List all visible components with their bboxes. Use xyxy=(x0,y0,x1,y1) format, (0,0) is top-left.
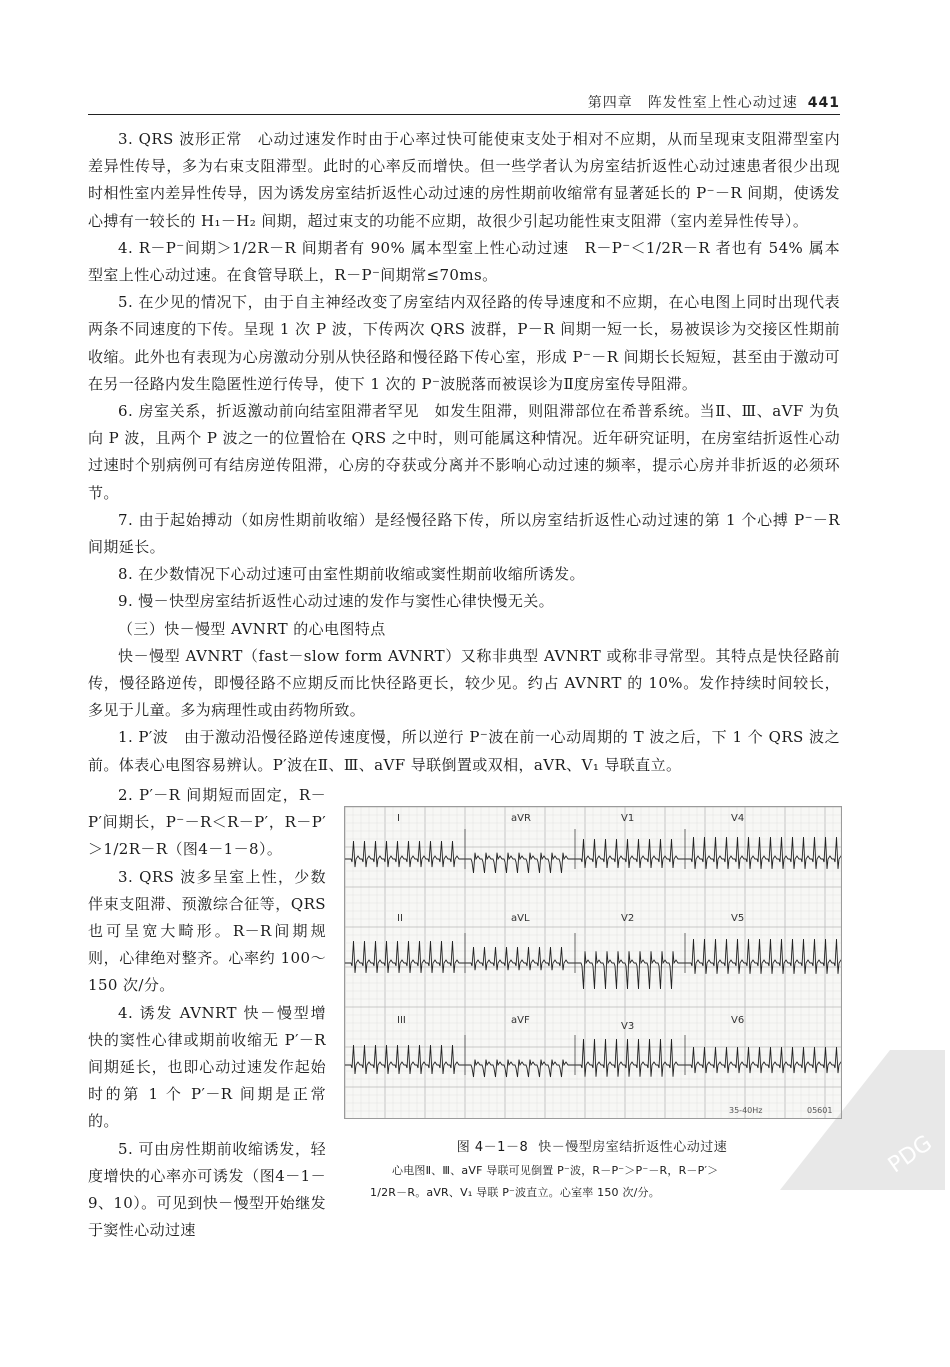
ecg-tracing xyxy=(345,807,841,1118)
lead-label-iii: III xyxy=(397,1015,406,1026)
page-header xyxy=(88,92,840,112)
lead-label-v1: V1 xyxy=(621,813,635,824)
ecg-grid xyxy=(345,807,841,1118)
narrow-paragraph-3: 3. QRS 波多呈室上性，少数伴束支阻滞、预激综合征等，QRS 也可呈宽大畸形。R－R间期规则，心律绝对整齐。心率约 100～150 次/分。 xyxy=(88,867,326,995)
header-rule xyxy=(88,114,840,115)
lead-label-v2: V2 xyxy=(621,913,635,924)
paragraph-8: 8. 在少数情况下心动过速可由室性期前收缩或窦性期前收缩所诱发。 xyxy=(118,565,585,584)
filter-label: 35-40Hz xyxy=(729,1106,763,1115)
paragraph-7: 7. 由于起始搏动（如房性期前收缩）是经慢径路下传，所以房室结折返性心动过速的第 1 个心搏 P⁻－R 间期延长。 xyxy=(88,510,840,557)
lead-label-avf: aVF xyxy=(511,1015,530,1026)
lead-label-ii: II xyxy=(397,913,403,924)
lead-label-v6: V6 xyxy=(731,1015,745,1026)
lead-label-v3: V3 xyxy=(621,1021,635,1032)
caption-note-line-2: 1/2R－R。aVR、V₁ 导联 P⁻波直立。心室率 150 次/分。 xyxy=(370,1186,660,1199)
page-number: 441 xyxy=(807,95,840,111)
narrow-paragraph-5: 5. 可由房性期前收缩诱发，轻度增快的心率亦可诱发（图4－1－9、10）。可见到快－慢型开始继发于窦性心动过速 xyxy=(88,1139,326,1240)
lead-label-v4: V4 xyxy=(731,813,745,824)
chapter-title: 第四章 阵发性室上性心动过速 xyxy=(587,95,798,111)
caption-note-line-1: 心电图Ⅱ、Ⅲ、aVF 导联可见倒置 P⁻波，R－P⁻＞P⁻－R，R－P′＞ xyxy=(392,1164,719,1177)
figure-title: 快－慢型房室结折返性心动过速 xyxy=(538,1140,728,1155)
paragraph-5: 5. 在少见的情况下，由于自主神经改变了房室结内双径路的传导速度和不应期，在心电图上同时出现代表两条不同速度的下传。呈现 1 次 P 波，下传两次 QRS 波群，P－R 间期一短一长，易被误诊为交接区性期前收缩。此外也有表现为心房激动分别从快径路和慢径路下传心室，形成 P⁻－R 间期长长短短，甚至由于激动可在另一径路内发生隐匿性逆行传导，使下 1 次的 P⁻波脱落而被误诊为Ⅱ度房室传导阻滞。 xyxy=(88,293,840,393)
paragraph-4: 4. R－P⁻间期＞1/2R－R 间期者有 90% 属本型室上性心动过速 R－P⁻＜1/2R－R 者也有 54% 属本型室上性心动过速。在食管导联上，R－P⁻间期常≤70ms。 xyxy=(88,238,840,285)
figure-caption-note xyxy=(370,1160,820,1204)
paragraph-intro: 快－慢型 AVNRT（fast－slow form AVNRT）又称非典型 AVNRT 或称非寻常型。其特点是快径路前传，慢径路逆传，即慢径路不应期反而比快径路更长，较少见。约占 AVNRT 的 10%。发作持续时间较长，多见于儿童。多为病理性或由药物所致。 xyxy=(88,646,840,720)
lead-label-avl: aVL xyxy=(511,913,530,924)
section-heading: （三）快－慢型 AVNRT 的心电图特点 xyxy=(118,619,386,638)
lead-label-i: I xyxy=(397,813,400,824)
lead-label-avr: aVR xyxy=(511,813,531,824)
narrow-paragraph-2: 2. P′－R 间期短而固定，R－P′间期长，P⁻－R＜R－P′，R－P′＞1/2R－R（图4－1－8）。 xyxy=(88,786,326,859)
paragraph-6: 6. 房室关系，折返激动前向结室阻滞者罕见 如发生阻滞，则阻滞部位在希普系统。当Ⅱ、Ⅲ、aVF 为负向 P 波，且两个 P 波之一的位置恰在 QRS 之中时，则可能属这种情况。近年研究证明，在房室结折返性心动过速时个别病例可有结房逆传阻滞，心房的夺获或分离并不影响心动过速的频率，提示心房并非折返的必须环节。 xyxy=(88,402,840,502)
paragraph-3: 3. QRS 波形正常 心动过速发作时由于心率过快可能使束支处于相对不应期，从而呈现束支阻滞型室内差异性传导，多为右束支阻滞型。此时的心率反而增快。但一些学者认为房室结折返性心动过速患者很少出现时相性室内差异性传导，因为诱发房室结折返性心动过速的房性期前收缩常有显著延长的 P⁻－R 间期，使诱发心搏有一较长的 H₁－H₂ 间期，超过束支的功能不应期，故很少引起功能性束支阻滞（室内差异性传导）。 xyxy=(88,130,840,230)
recording-code: 05601 xyxy=(807,1106,833,1115)
paragraph-9: 9. 慢－快型房室结折返性心动过速的发作与窦性心律快慢无关。 xyxy=(118,592,555,611)
narrow-column xyxy=(88,782,326,1244)
main-text xyxy=(88,126,840,779)
watermark-shape xyxy=(780,1050,945,1190)
figure-caption-title xyxy=(344,1136,840,1155)
watermark-text: PDG xyxy=(883,1130,937,1179)
ecg-figure xyxy=(344,806,842,1119)
narrow-paragraph-4: 4. 诱发 AVNRT 快－慢型增快的窦性心律或期前收缩无 P′－R 间期延长，也即心动过速发作起始时的第 1 个 P′－R 间期是正常的。 xyxy=(88,1003,326,1131)
figure-number: 图 4－1－8 xyxy=(456,1140,529,1155)
paragraph-p-wave: 1. P′波 由于激动沿慢径路逆传速度慢，所以逆行 P⁻波在前一心动周期的 T 波之后，下 1 个 QRS 波之前。体表心电图容易辨认。P′波在Ⅱ、Ⅲ、aVF 导联倒置或双相，aVR、V₁ 导联直立。 xyxy=(88,728,840,774)
watermark-seal xyxy=(770,1040,950,1200)
lead-label-v5: V5 xyxy=(731,913,745,924)
